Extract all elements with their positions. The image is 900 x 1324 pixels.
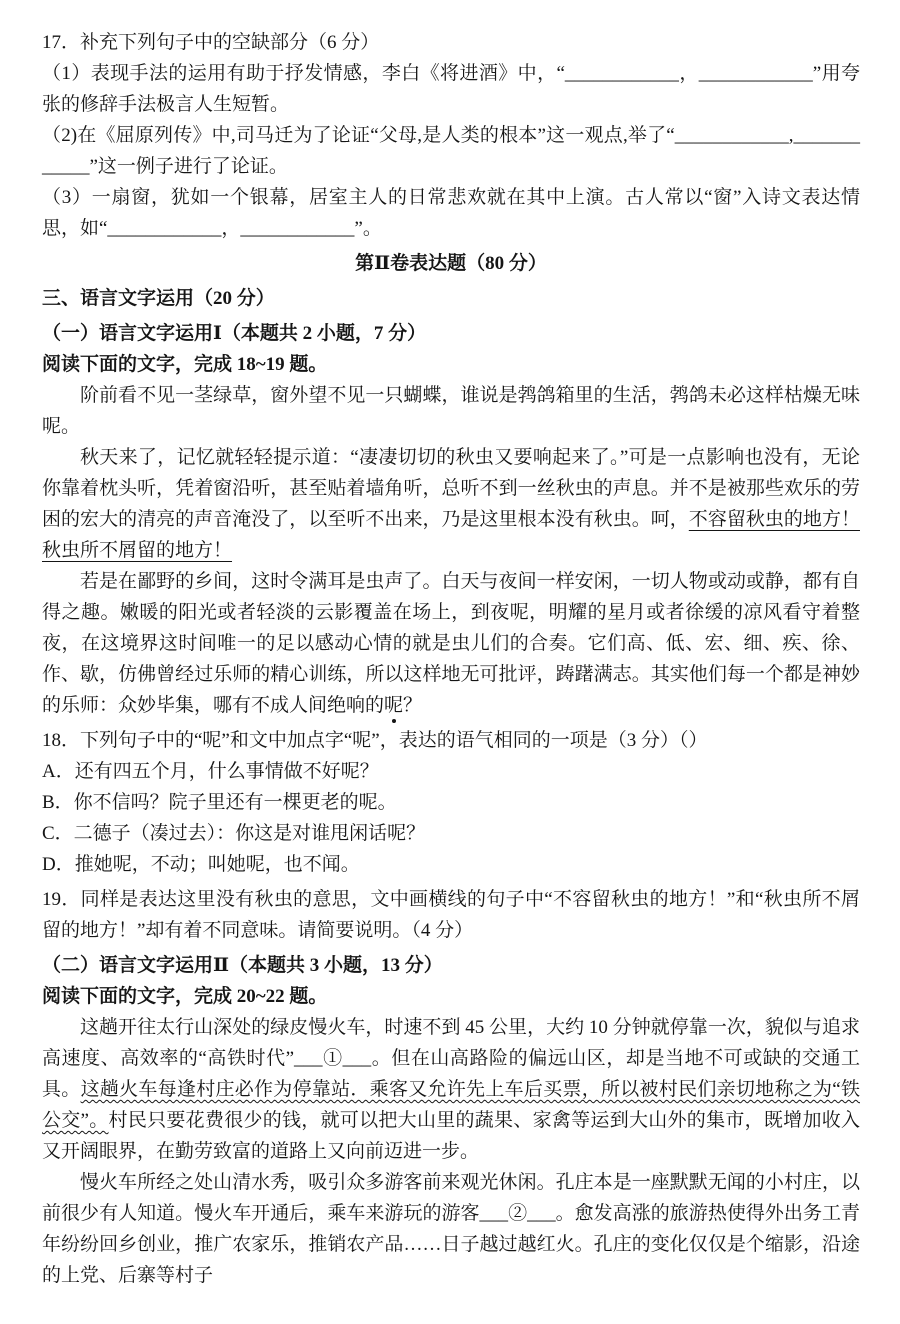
passage-2-paragraph-2: 慢火车所经之处山清水秀，吸引众多游客前来观光休闲。孔庄本是一座默默无闻的小村庄，以前很少有人知道。慢火车开通后，乘车来游玩的游客___②___。愈发高涨的旅游热使得外出务工青年纷纷回乡创业，推广农家乐，推销农产品……日子越过越红火。孔庄的变化仅仅是个缩影，沿途的上党、后寨等村子 — [42, 1172, 860, 1286]
passage-1-paragraph-3-text: 若是在鄙野的乡间，这时令满耳是虫声了。白天与夜间一样安闲，一切人物或动或静，都有自得之趣。嫩暖的阳光或者轻淡的云影覆盖在场上，到夜呢，明耀的星月或者徐缓的凉风看守着整夜，在这境界这时间唯一的足以感动心情的就是虫儿们的合奏。它们高、低、宏、细、疾、徐、作、歇，仿佛曾经过乐师的精心训练，所以这样地无可批评，踌躇满志。其实他们每一个都是神妙的乐师：众妙毕集，哪有不成人间绝响的 — [42, 571, 860, 716]
question-17-item-2: （2)在《屈原列传》中,司马迁为了论证“父母,是人类的根本”这一观点,举了“____________,____________”这一例子进行了论证。 — [42, 125, 860, 177]
passage-2-paragraph-1 — [42, 1012, 860, 1167]
part-1-instruction: 阅读下面的文字，完成 18~19 题。 — [42, 354, 328, 375]
passage-2-wavy-underlined-sentence: 这趟火车每逢村庄必作为停靠站．乘客又允许先上车后买票，所以被村民们亲切地称之为“铁公交”。 — [42, 1079, 860, 1131]
passage-1-paragraph-1: 阶前看不见一茎绿草，窗外望不见一只蝴蝶，谁说是鹁鸽箱里的生活，鹁鸽未必这样枯燥无味呢。 — [42, 385, 860, 437]
question-17-stem: 17．补充下列句子中的空缺部分（6 分） — [42, 32, 380, 53]
passage-1-paragraph-2-text: 秋天来了，记忆就轻轻提示道：“凄凄切切的秋虫又要响起来了。”可是一点影响也没有，无论你靠着枕头听，凭着窗沿听，甚至贴着墙角听，总听不到一丝秋虫的声息。并不是被那些欢乐的劳困的宏大的清亮的声音淹没了，以至听不出来，乃是这里根本没有秋虫。呵， — [42, 447, 860, 530]
question-18-option-d: D．推她呢，不动；叫她呢，也不闻。 — [42, 854, 360, 875]
passage-1-paragraph-2 — [42, 442, 860, 566]
passage-1-paragraph-3 — [42, 566, 860, 721]
passage-1-paragraph-2-underlined-sentence: 不容留秋虫的地方！秋虫所不屑留的地方！ — [42, 509, 860, 561]
question-18-option-c: C．二德子（凑过去）：你这是对谁甩闲话呢？ — [42, 823, 426, 844]
question-18-option-a: A．还有四五个月，什么事情做不好呢？ — [42, 761, 379, 782]
part-2-instruction: 阅读下面的文字，完成 20~22 题。 — [42, 986, 328, 1007]
passage-2-paragraph-1-end: 村民只要花费很少的钱，就可以把大山里的蔬果、家禽等运到大山外的集市，既增加收入又开阔眼界，在勤劳致富的道路上又向前迈进一步。 — [42, 1110, 860, 1162]
section-3-title: 三、语言文字运用（20 分） — [42, 288, 275, 309]
part-1-title: （一）语言文字运用Ⅰ（本题共 2 小题，7 分） — [42, 323, 427, 344]
question-18-option-b: B．你不信吗？院子里还有一棵更老的呢。 — [42, 792, 397, 813]
question-17-item-1: （1）表现手法的运用有助于抒发情感，李白《将进酒》中，“____________，____________”用夸张的修辞手法极言人生短暂。 — [42, 63, 860, 115]
passage-2-paragraph-1-text: 这趟开往太行山深处的绿皮慢火车，时速不到 45 公里，大约 10 分钟就停靠一次，貌似与追求高速度、高效率的“高铁时代”___①___。但在山高路险的偏远山区，却是当地不可或缺的交通工具。 — [42, 1017, 860, 1100]
passage-1-paragraph-3-end: ？ — [403, 695, 423, 716]
question-18-stem: 18．下列句子中的“呢”和文中加点字“呢”，表达的语气相同的一项是（3 分）（） — [42, 730, 708, 751]
question-17-item-3: （3）一扇窗，犹如一个银幕，居室主人的日常悲欢就在其中上演。古人常以“窗”入诗文表达情思，如“____________，____________”。 — [42, 187, 860, 239]
passage-1-emphasized-character: 呢 — [384, 695, 404, 716]
part-2-title: （二）语言文字运用Ⅱ（本题共 3 小题，13 分） — [42, 955, 443, 976]
question-19: 19．同样是表达这里没有秋虫的意思，文中画横线的句子中“不容留秋虫的地方！”和“秋虫所不屑留的地方！”却有着不同意味。请简要说明。（4 分） — [42, 889, 860, 941]
volume-2-title: 第Ⅱ卷表达题（80 分） — [355, 253, 547, 274]
